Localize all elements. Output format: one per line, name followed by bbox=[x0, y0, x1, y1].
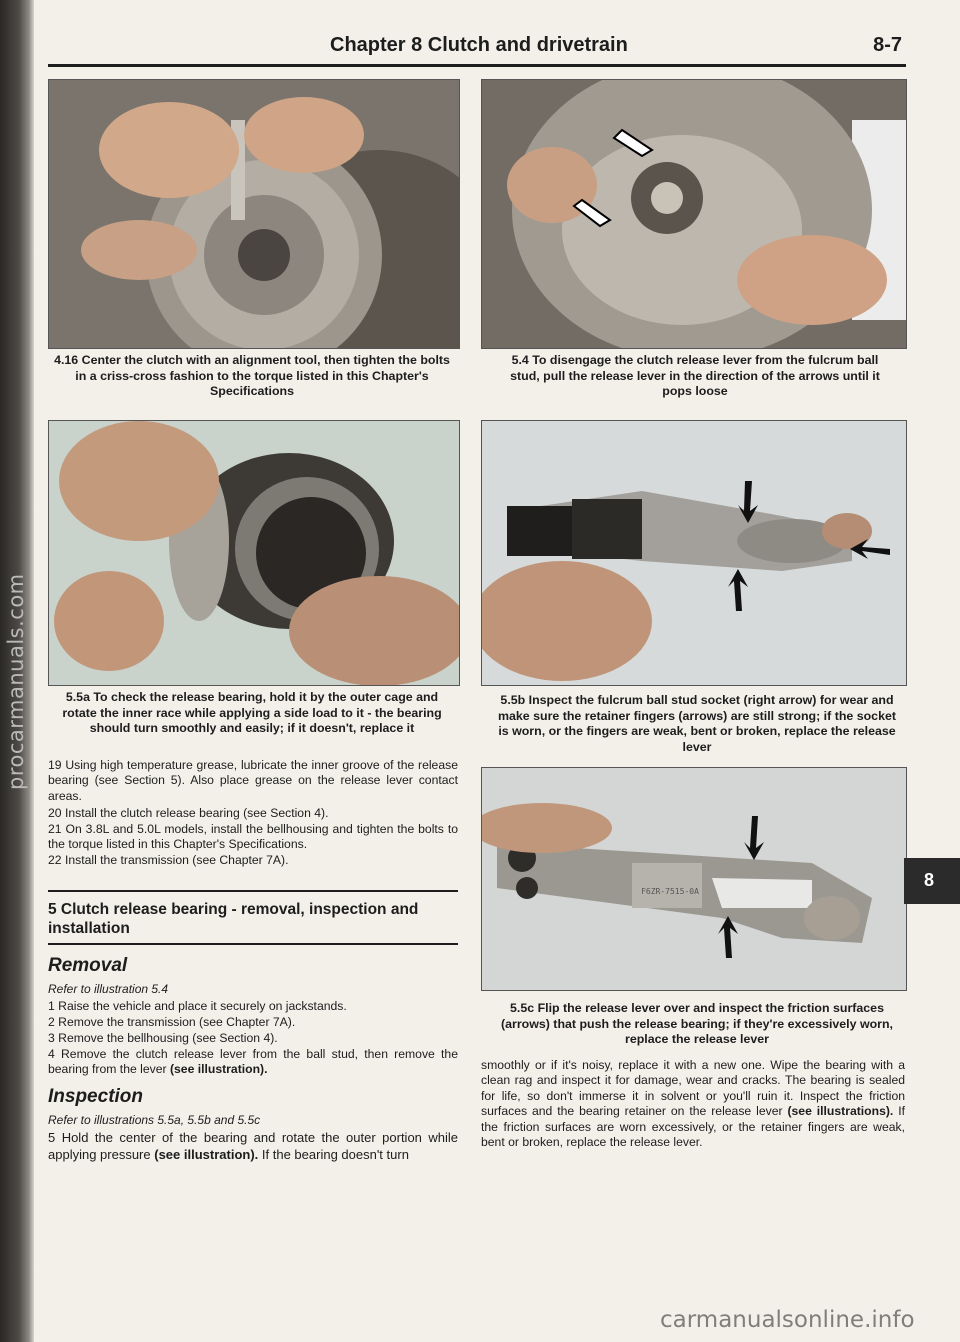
chapter-tab-label: 8 bbox=[924, 870, 935, 890]
header-rule bbox=[48, 64, 906, 67]
section-rule-bottom bbox=[48, 943, 458, 945]
release-bearing-illustration bbox=[49, 421, 459, 685]
section-rule-top bbox=[48, 890, 458, 892]
bottom-watermark: carmanualsonline.info bbox=[660, 1307, 915, 1333]
clutch-alignment-illustration bbox=[49, 80, 459, 348]
chapter-title: Chapter 8 Clutch and drivetrain bbox=[330, 34, 628, 56]
inspection-reference: Refer to illustrations 5.5a, 5.5b and 5.5c bbox=[48, 1113, 261, 1127]
inspection-step-5 bbox=[48, 1130, 458, 1163]
removal-step-4-ref: (see illustration). bbox=[169, 1062, 268, 1077]
side-watermark: procarmanuals.com bbox=[4, 573, 28, 790]
photo-fulcrum-socket bbox=[481, 420, 907, 686]
lever-part-stamp: F6ZR-7515-0A bbox=[641, 887, 699, 896]
step-22: 22 Install the transmission (see Chapter 7A). bbox=[48, 853, 289, 867]
step-20: 20 Install the clutch release bearing (see Section 4). bbox=[48, 806, 329, 820]
caption-5-5a: 5.5a To check the release bearing, hold it by the outer cage and rotate the inner race while applying a side load to it - the bearing should turn smoothly and easily; if it doesn't, replace it bbox=[62, 690, 442, 735]
photo-friction-surfaces bbox=[481, 767, 907, 991]
page-header bbox=[330, 32, 902, 62]
release-lever-illustration bbox=[482, 80, 906, 348]
inspection-step-5-cont: If the bearing doesn't turn bbox=[261, 1146, 409, 1162]
inspection-cont-ref: (see illustrations). bbox=[787, 1104, 894, 1119]
photo-release-bearing bbox=[48, 420, 460, 686]
caption-5-5b: 5.5b Inspect the fulcrum ball stud socket (right arrow) for wear and make sure the retainer fingers (arrows) are still strong; if the socket is worn, or the fingers are weak, bent or broken, replace the release lever bbox=[497, 693, 896, 754]
inspection-continuation bbox=[481, 1058, 905, 1150]
page-number: 8-7 bbox=[873, 34, 902, 56]
removal-step-2: 2 Remove the transmission (see Chapter 7A). bbox=[48, 1015, 296, 1029]
chapter-tab bbox=[904, 858, 960, 904]
removal-reference: Refer to illustration 5.4 bbox=[48, 982, 169, 996]
section-5-title: 5 Clutch release bearing - removal, inspection and installation bbox=[48, 901, 419, 937]
photo-clutch-alignment bbox=[48, 79, 460, 349]
inspection-cont-text: smoothly or if it's noisy, replace it with a new one. Wipe the bearing with a clean rag and inspect it for damage, wear and cracks. The bearing is sealed for life, so don't immerse it in solvent or you'll ruin it. Inspect the friction surfaces and the bearing retainer on the release lever bbox=[481, 1058, 905, 1119]
caption-5-5c: 5.5c Flip the release lever over and inspect the friction surfaces (arrows) that push the release bearing; if they're excessively worn, replace the release lever bbox=[500, 1001, 893, 1046]
removal-step-4 bbox=[48, 1047, 458, 1078]
inspection-cont-end: If the friction surfaces are worn excessively, or the retainer fingers are weak, bent or broken, replace the release lever. bbox=[481, 1104, 905, 1150]
caption-5-4: 5.4 To disengage the clutch release lever from the fulcrum ball stud, pull the release lever in the direction of the arrows until it pops loose bbox=[510, 353, 880, 398]
removal-step-3: 3 Remove the bellhousing (see Section 4). bbox=[48, 1031, 278, 1045]
inspection-heading: Inspection bbox=[48, 1086, 144, 1107]
inspection-step-5-ref: (see illustration). bbox=[154, 1146, 259, 1162]
removal-step-1: 1 Raise the vehicle and place it securely on jackstands. bbox=[48, 999, 347, 1013]
friction-surfaces-illustration bbox=[482, 768, 906, 990]
removal-step-4-text: 4 Remove the clutch release lever from the ball stud, then remove the bearing from the lever bbox=[48, 1047, 458, 1077]
fulcrum-socket-illustration bbox=[482, 421, 906, 685]
removal-heading: Removal bbox=[48, 955, 128, 976]
caption-4-16: 4.16 Center the clutch with an alignment tool, then tighten the bolts in a criss-cross fashion to the torque listed in this Chapter's Specifications bbox=[54, 353, 450, 398]
photo-release-lever bbox=[481, 79, 907, 349]
inspection-step-5-text: 5 Hold the center of the bearing and rotate the outer portion while applying pressure bbox=[48, 1130, 458, 1162]
step-19: 19 Using high temperature grease, lubricate the inner groove of the release bearing (see Section 5). Also place grease on the release lever contact areas. bbox=[48, 758, 458, 803]
step-21: 21 On 3.8L and 5.0L models, install the bellhousing and tighten the bolts to the torque listed in this Chapter's Specifications. bbox=[48, 822, 458, 852]
